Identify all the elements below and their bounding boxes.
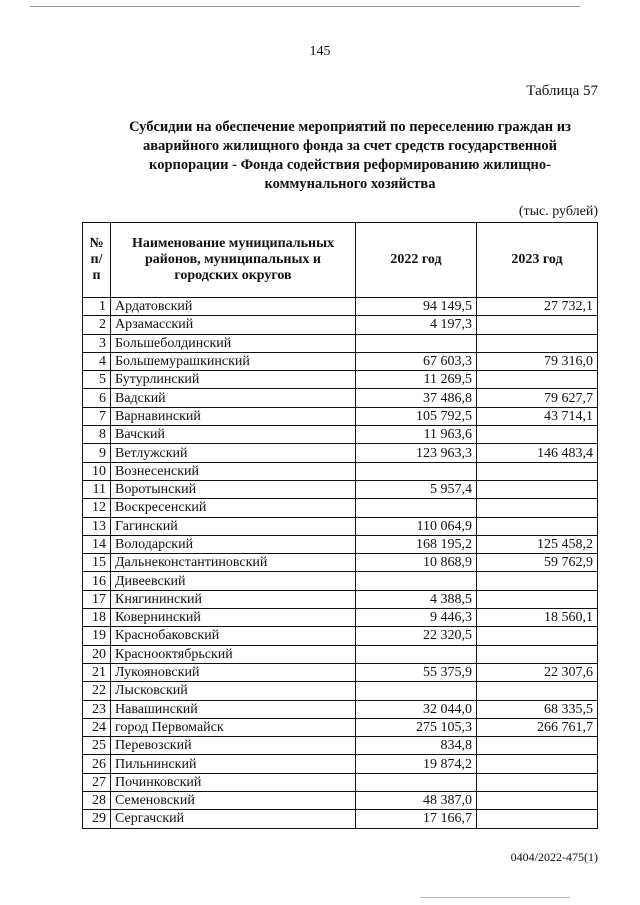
row-name: Ветлужский — [111, 444, 356, 462]
row-value-2023 — [477, 371, 598, 389]
row-name: Сергачский — [111, 810, 356, 828]
row-number: 28 — [83, 792, 111, 810]
table-row — [83, 389, 598, 407]
row-value-2023 — [477, 462, 598, 480]
row-name: Семеновский — [111, 792, 356, 810]
row-number: 20 — [83, 645, 111, 663]
table-row — [83, 316, 598, 334]
units-label: (тыс. рублей) — [518, 204, 598, 219]
row-number: 11 — [83, 480, 111, 498]
row-value-2023 — [477, 792, 598, 810]
row-name: Дивеевский — [111, 572, 356, 590]
table-row — [83, 773, 598, 791]
row-value-2023 — [477, 572, 598, 590]
row-number: 4 — [83, 352, 111, 370]
row-value-2022: 105 792,5 — [356, 407, 477, 425]
row-value-2022: 9 446,3 — [356, 609, 477, 627]
row-name: Краснооктябрьский — [111, 645, 356, 663]
table-row — [83, 737, 598, 755]
row-value-2023: 146 483,4 — [477, 444, 598, 462]
row-value-2023 — [477, 334, 598, 352]
scan-edge-line-bottom — [420, 897, 570, 898]
row-value-2023 — [477, 645, 598, 663]
row-value-2023: 18 560,1 — [477, 609, 598, 627]
row-number: 21 — [83, 663, 111, 681]
row-number: 19 — [83, 627, 111, 645]
table-row — [83, 810, 598, 828]
row-name: Лысковский — [111, 682, 356, 700]
row-value-2023 — [477, 590, 598, 608]
table-row — [83, 371, 598, 389]
row-name: Пильнинский — [111, 755, 356, 773]
row-number: 24 — [83, 718, 111, 736]
row-name: Перевозский — [111, 737, 356, 755]
row-number: 3 — [83, 334, 111, 352]
table-row — [83, 590, 598, 608]
table-row — [83, 480, 598, 498]
table-row — [83, 352, 598, 370]
row-value-2022: 48 387,0 — [356, 792, 477, 810]
row-number: 5 — [83, 371, 111, 389]
row-value-2022: 4 388,5 — [356, 590, 477, 608]
scan-edge-line — [30, 6, 580, 7]
table-row — [83, 517, 598, 535]
document-title: Субсидии на обеспечение мероприятий по переселению граждан из аварийного жилищного фонда за счет средств государственной корпорации - Фонда содействия реформированию жилищно-коммунального хозяйства — [129, 119, 571, 192]
row-value-2023: 68 335,5 — [477, 700, 598, 718]
row-value-2022: 94 149,5 — [356, 298, 477, 316]
table-row — [83, 718, 598, 736]
header-2022: 2022 год — [356, 223, 477, 298]
table-body — [83, 298, 598, 829]
row-value-2023 — [477, 755, 598, 773]
row-value-2022 — [356, 773, 477, 791]
table-row — [83, 426, 598, 444]
table-row — [83, 572, 598, 590]
table-row — [83, 682, 598, 700]
row-name: Вознесенский — [111, 462, 356, 480]
row-number: 2 — [83, 316, 111, 334]
header-name: Наименование муниципальных районов, муниципальных и городских округов — [111, 223, 356, 298]
row-number: 16 — [83, 572, 111, 590]
row-value-2023 — [477, 682, 598, 700]
row-value-2023 — [477, 810, 598, 828]
row-number: 23 — [83, 700, 111, 718]
row-name: Лукояновский — [111, 663, 356, 681]
row-number: 13 — [83, 517, 111, 535]
row-number: 15 — [83, 554, 111, 572]
row-number: 10 — [83, 462, 111, 480]
table-row — [83, 609, 598, 627]
table-label: Таблица 57 — [526, 83, 598, 99]
row-value-2022: 19 874,2 — [356, 755, 477, 773]
row-number: 17 — [83, 590, 111, 608]
row-number: 9 — [83, 444, 111, 462]
row-number: 14 — [83, 535, 111, 553]
row-name: город Первомайск — [111, 718, 356, 736]
row-value-2023 — [477, 426, 598, 444]
row-value-2022: 110 064,9 — [356, 517, 477, 535]
row-number: 8 — [83, 426, 111, 444]
row-value-2022: 834,8 — [356, 737, 477, 755]
row-value-2022 — [356, 645, 477, 663]
row-value-2023: 79 316,0 — [477, 352, 598, 370]
row-value-2022: 55 375,9 — [356, 663, 477, 681]
row-value-2023 — [477, 737, 598, 755]
row-value-2022: 37 486,8 — [356, 389, 477, 407]
row-number: 29 — [83, 810, 111, 828]
subsidy-table — [82, 222, 598, 829]
row-value-2022 — [356, 334, 477, 352]
row-number: 27 — [83, 773, 111, 791]
row-value-2022: 67 603,3 — [356, 352, 477, 370]
row-number: 26 — [83, 755, 111, 773]
row-name: Вадский — [111, 389, 356, 407]
row-value-2022: 32 044,0 — [356, 700, 477, 718]
table-row — [83, 700, 598, 718]
table-row — [83, 298, 598, 316]
row-value-2022: 22 320,5 — [356, 627, 477, 645]
document-code: 0404/2022-475(1) — [510, 850, 598, 864]
table-row — [83, 334, 598, 352]
table-row — [83, 407, 598, 425]
row-value-2023: 27 732,1 — [477, 298, 598, 316]
row-value-2023: 266 761,7 — [477, 718, 598, 736]
table-row — [83, 444, 598, 462]
row-value-2022: 5 957,4 — [356, 480, 477, 498]
row-value-2023: 79 627,7 — [477, 389, 598, 407]
table-row — [83, 792, 598, 810]
row-number: 12 — [83, 499, 111, 517]
row-value-2022: 10 868,9 — [356, 554, 477, 572]
row-number: 6 — [83, 389, 111, 407]
row-value-2023: 125 458,2 — [477, 535, 598, 553]
row-name: Большемурашкинский — [111, 352, 356, 370]
row-value-2022: 123 963,3 — [356, 444, 477, 462]
row-name: Навашинский — [111, 700, 356, 718]
header-num: № п/п — [83, 223, 111, 298]
table-row — [83, 627, 598, 645]
row-number: 25 — [83, 737, 111, 755]
row-value-2022 — [356, 682, 477, 700]
row-value-2022: 275 105,3 — [356, 718, 477, 736]
table-header-row — [83, 223, 598, 298]
row-name: Ардатовский — [111, 298, 356, 316]
row-name: Вачский — [111, 426, 356, 444]
row-name: Дальнеконстантиновский — [111, 554, 356, 572]
row-value-2022: 11 963,6 — [356, 426, 477, 444]
row-name: Бутурлинский — [111, 371, 356, 389]
page-number: 145 — [309, 44, 331, 59]
row-value-2023 — [477, 316, 598, 334]
row-value-2022 — [356, 499, 477, 517]
row-name: Ковернинский — [111, 609, 356, 627]
row-number: 18 — [83, 609, 111, 627]
table-row — [83, 499, 598, 517]
row-value-2023 — [477, 517, 598, 535]
table-row — [83, 755, 598, 773]
table-row — [83, 554, 598, 572]
row-value-2023: 59 762,9 — [477, 554, 598, 572]
row-name: Краснобаковский — [111, 627, 356, 645]
row-value-2023 — [477, 499, 598, 517]
header-2023: 2023 год — [477, 223, 598, 298]
row-value-2023 — [477, 773, 598, 791]
table-row — [83, 535, 598, 553]
row-value-2023: 22 307,6 — [477, 663, 598, 681]
row-value-2022: 17 166,7 — [356, 810, 477, 828]
row-value-2022: 11 269,5 — [356, 371, 477, 389]
row-value-2022: 4 197,3 — [356, 316, 477, 334]
row-name: Арзамасский — [111, 316, 356, 334]
row-number: 7 — [83, 407, 111, 425]
table-row — [83, 645, 598, 663]
row-value-2023 — [477, 627, 598, 645]
row-number: 1 — [83, 298, 111, 316]
row-name: Гагинский — [111, 517, 356, 535]
row-name: Варнавинский — [111, 407, 356, 425]
table-row — [83, 462, 598, 480]
row-number: 22 — [83, 682, 111, 700]
row-name: Володарский — [111, 535, 356, 553]
row-value-2023: 43 714,1 — [477, 407, 598, 425]
row-name: Большеболдинский — [111, 334, 356, 352]
row-name: Княгининский — [111, 590, 356, 608]
table-row — [83, 663, 598, 681]
row-name: Починковский — [111, 773, 356, 791]
row-value-2022: 168 195,2 — [356, 535, 477, 553]
row-value-2022 — [356, 462, 477, 480]
row-name: Воскресенский — [111, 499, 356, 517]
row-value-2022 — [356, 572, 477, 590]
row-name: Воротынский — [111, 480, 356, 498]
row-value-2023 — [477, 480, 598, 498]
